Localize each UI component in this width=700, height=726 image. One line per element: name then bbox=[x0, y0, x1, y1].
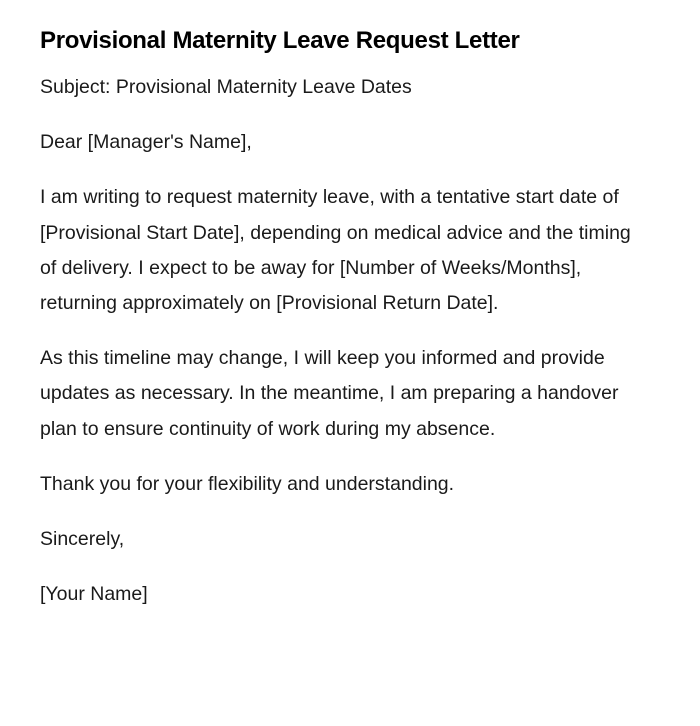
letter-subject: Subject: Provisional Maternity Leave Dates bbox=[40, 76, 412, 98]
letter-body-paragraph-3: Thank you for your flexibility and understanding. bbox=[40, 472, 455, 495]
letter-signature: [Your Name] bbox=[40, 583, 148, 606]
letter-closing: Sincerely, bbox=[40, 528, 125, 551]
letter-title: Provisional Maternity Leave Request Letter bbox=[40, 27, 520, 54]
letter-salutation: Dear [Manager's Name], bbox=[40, 131, 252, 154]
letter-body-paragraph-2: As this timeline may change, I will keep you informed and provide updates as necessary. In the meantime, I am preparing a handover plan to ensure continuity of work during my absence. bbox=[40, 347, 619, 440]
letter-body-paragraph-1: I am writing to request maternity leave, with a tentative start date of [Provisional Start Date], depending on medical advice and the timing of delivery. I expect to be away for [Number of Weeks/Months], returning approximately on [Provisional Return Date]. bbox=[40, 186, 631, 315]
